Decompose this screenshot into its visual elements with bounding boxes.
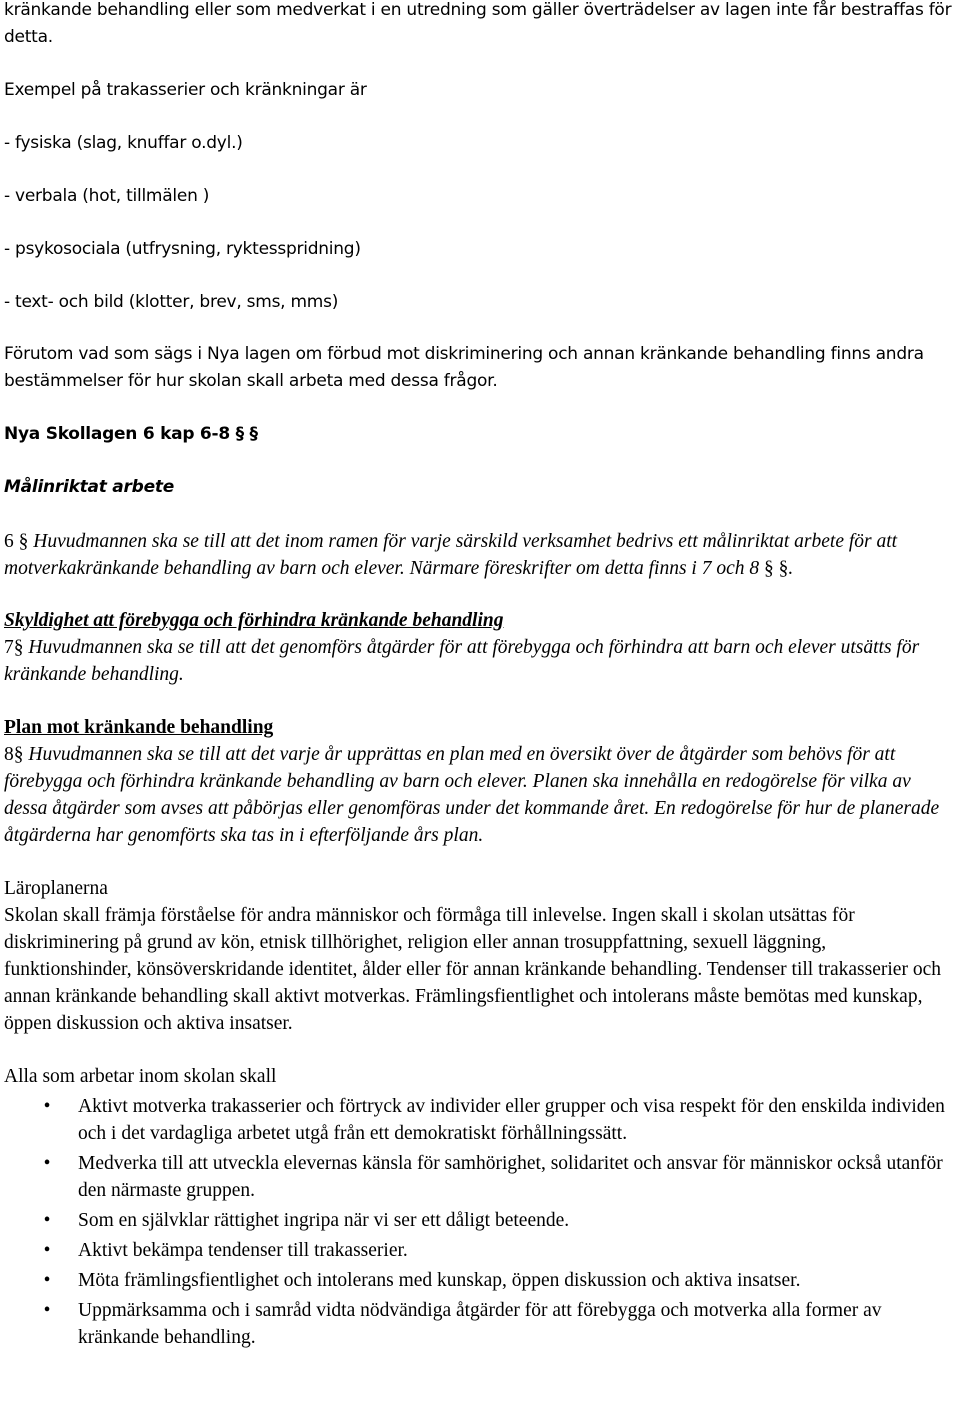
example-item: - text- och bild (klotter, brev, sms, mms) [4, 292, 339, 312]
bullet-icon: • [43, 1153, 51, 1174]
paragraph-7-text: Huvudmannen ska se till att det genomförs åtgärder för att förebygga och förhindra att barn och elever utsätts för kränkande behandling. [4, 637, 920, 685]
section-symbol: § [18, 531, 29, 552]
intro-paragraph: Förutom vad som sägs i Nya lagen om förbud mot diskriminering och annan kränkande behandling finns andra bestämmelser för hur skolan skall arbeta med dessa frågor. [4, 344, 924, 391]
paragraph-8-number: 8 [4, 744, 14, 765]
law-heading-section-symbol: § § [235, 424, 258, 444]
staff-heading: Alla som arbetar inom skolan skall [4, 1066, 277, 1087]
paragraph-6-end: . [788, 558, 794, 579]
goal-heading: Målinriktat arbete [4, 477, 175, 497]
paragraph-6 [4, 528, 956, 582]
list-item [4, 1237, 956, 1264]
paragraph-7 [4, 634, 956, 688]
list-item [4, 1297, 956, 1351]
law-heading-text: Nya Skollagen 6 kap 6-8 [4, 424, 230, 444]
section-symbol: § [13, 744, 24, 765]
example-item: - psykosociala (utfrysning, ryktesspridning) [4, 239, 361, 259]
list-item [4, 1207, 956, 1234]
bullet-icon: • [43, 1096, 51, 1117]
section-symbol: § [13, 637, 24, 658]
list-item [4, 1267, 956, 1294]
law-heading [4, 421, 956, 448]
example-item: - fysiska (slag, knuffar o.dyl.) [4, 133, 243, 153]
list-item [4, 1150, 956, 1204]
list-item-text: Som en självklar rättighet ingripa när vi ser ett dåligt beteende. [78, 1210, 570, 1231]
document-page [4, 0, 956, 1351]
paragraph-7-number: 7 [4, 637, 14, 658]
list-item-text: Medverka till att utveckla elevernas känsla för samhörighet, solidaritet och ansvar för människor också utanför den närmaste gruppen. [78, 1153, 943, 1201]
bullet-icon: • [43, 1270, 51, 1291]
paragraph-8-text: Huvudmannen ska se till att det varje år upprättas en plan med en översikt över de åtgärder som behövs för att förebygga och förhindra kränkande behandling av barn och elever. Planen ska innehålla en redogörelse för vilka av dessa åtgärder som avses att påbörjas eller genomföras under det kommande året. En redogörelse för hur de planerade åtgärderna har genomförts ska tas in i efterföljande års plan. [4, 744, 940, 846]
examples-intro: Exempel på trakasserier och kränkningar är [4, 80, 367, 100]
paragraph-7-heading: Skyldighet att förebygga och förhindra kränkande behandling [4, 610, 504, 631]
list-item [4, 1093, 956, 1147]
curriculum-text: Skolan skall främja förståelse för andra människor och förmåga till inlevelse. Ingen skall i skolan utsättas för diskriminering på grund av kön, etnisk tillhörighet, religion eller annan trosuppfattning, sexuell läggning, funktionshinder, könsöverskridande identitet, ålder eller för annan kränkande behandling. Tendenser till trakasserier och annan kränkande behandling skall aktivt motverkas. Främlingsfientlighet och intolerans måste bemötas med kunskap, öppen diskussion och aktiva insatser. [4, 905, 941, 1034]
list-item-text: Aktivt motverka trakasserier och förtryck av individer eller grupper och visa respekt för den enskilda individen och i det vardagliga arbetet utgå från ett demokratiskt förhållningssätt. [78, 1096, 945, 1144]
top-text: kränkande behandling eller som medverkat i en utredning som gäller överträdelser av lagen inte får bestraffas för detta. [4, 0, 952, 47]
list-item-text: Uppmärksamma och i samråd vidta nödvändiga åtgärder för att förebygga och motverka alla former av kränkande behandling. [78, 1300, 882, 1348]
example-item: - verbala (hot, tillmälen ) [4, 186, 210, 206]
list-item-text: Aktivt bekämpa tendenser till trakasserier. [78, 1240, 408, 1261]
list-item-text: Möta främlingsfientlighet och intolerans med kunskap, öppen diskussion och aktiva insatser. [78, 1270, 801, 1291]
curriculum-heading: Läroplanerna [4, 878, 108, 899]
paragraph-6-number: 6 [4, 531, 14, 552]
staff-list [4, 1093, 956, 1351]
section-symbol: § § [764, 558, 789, 579]
bullet-icon: • [43, 1210, 51, 1231]
paragraph-8 [4, 741, 956, 849]
bullet-icon: • [43, 1300, 51, 1321]
paragraph-8-heading: Plan mot kränkande behandling [4, 717, 274, 738]
paragraph-6-text: Huvudmannen ska se till att det inom ramen för varje särskild verksamhet bedrivs ett målinriktat arbete för att motverkakränkande behandling av barn och elever. Närmare föreskrifter om detta finns i 7 och 8 [4, 531, 898, 579]
bullet-icon: • [43, 1240, 51, 1261]
